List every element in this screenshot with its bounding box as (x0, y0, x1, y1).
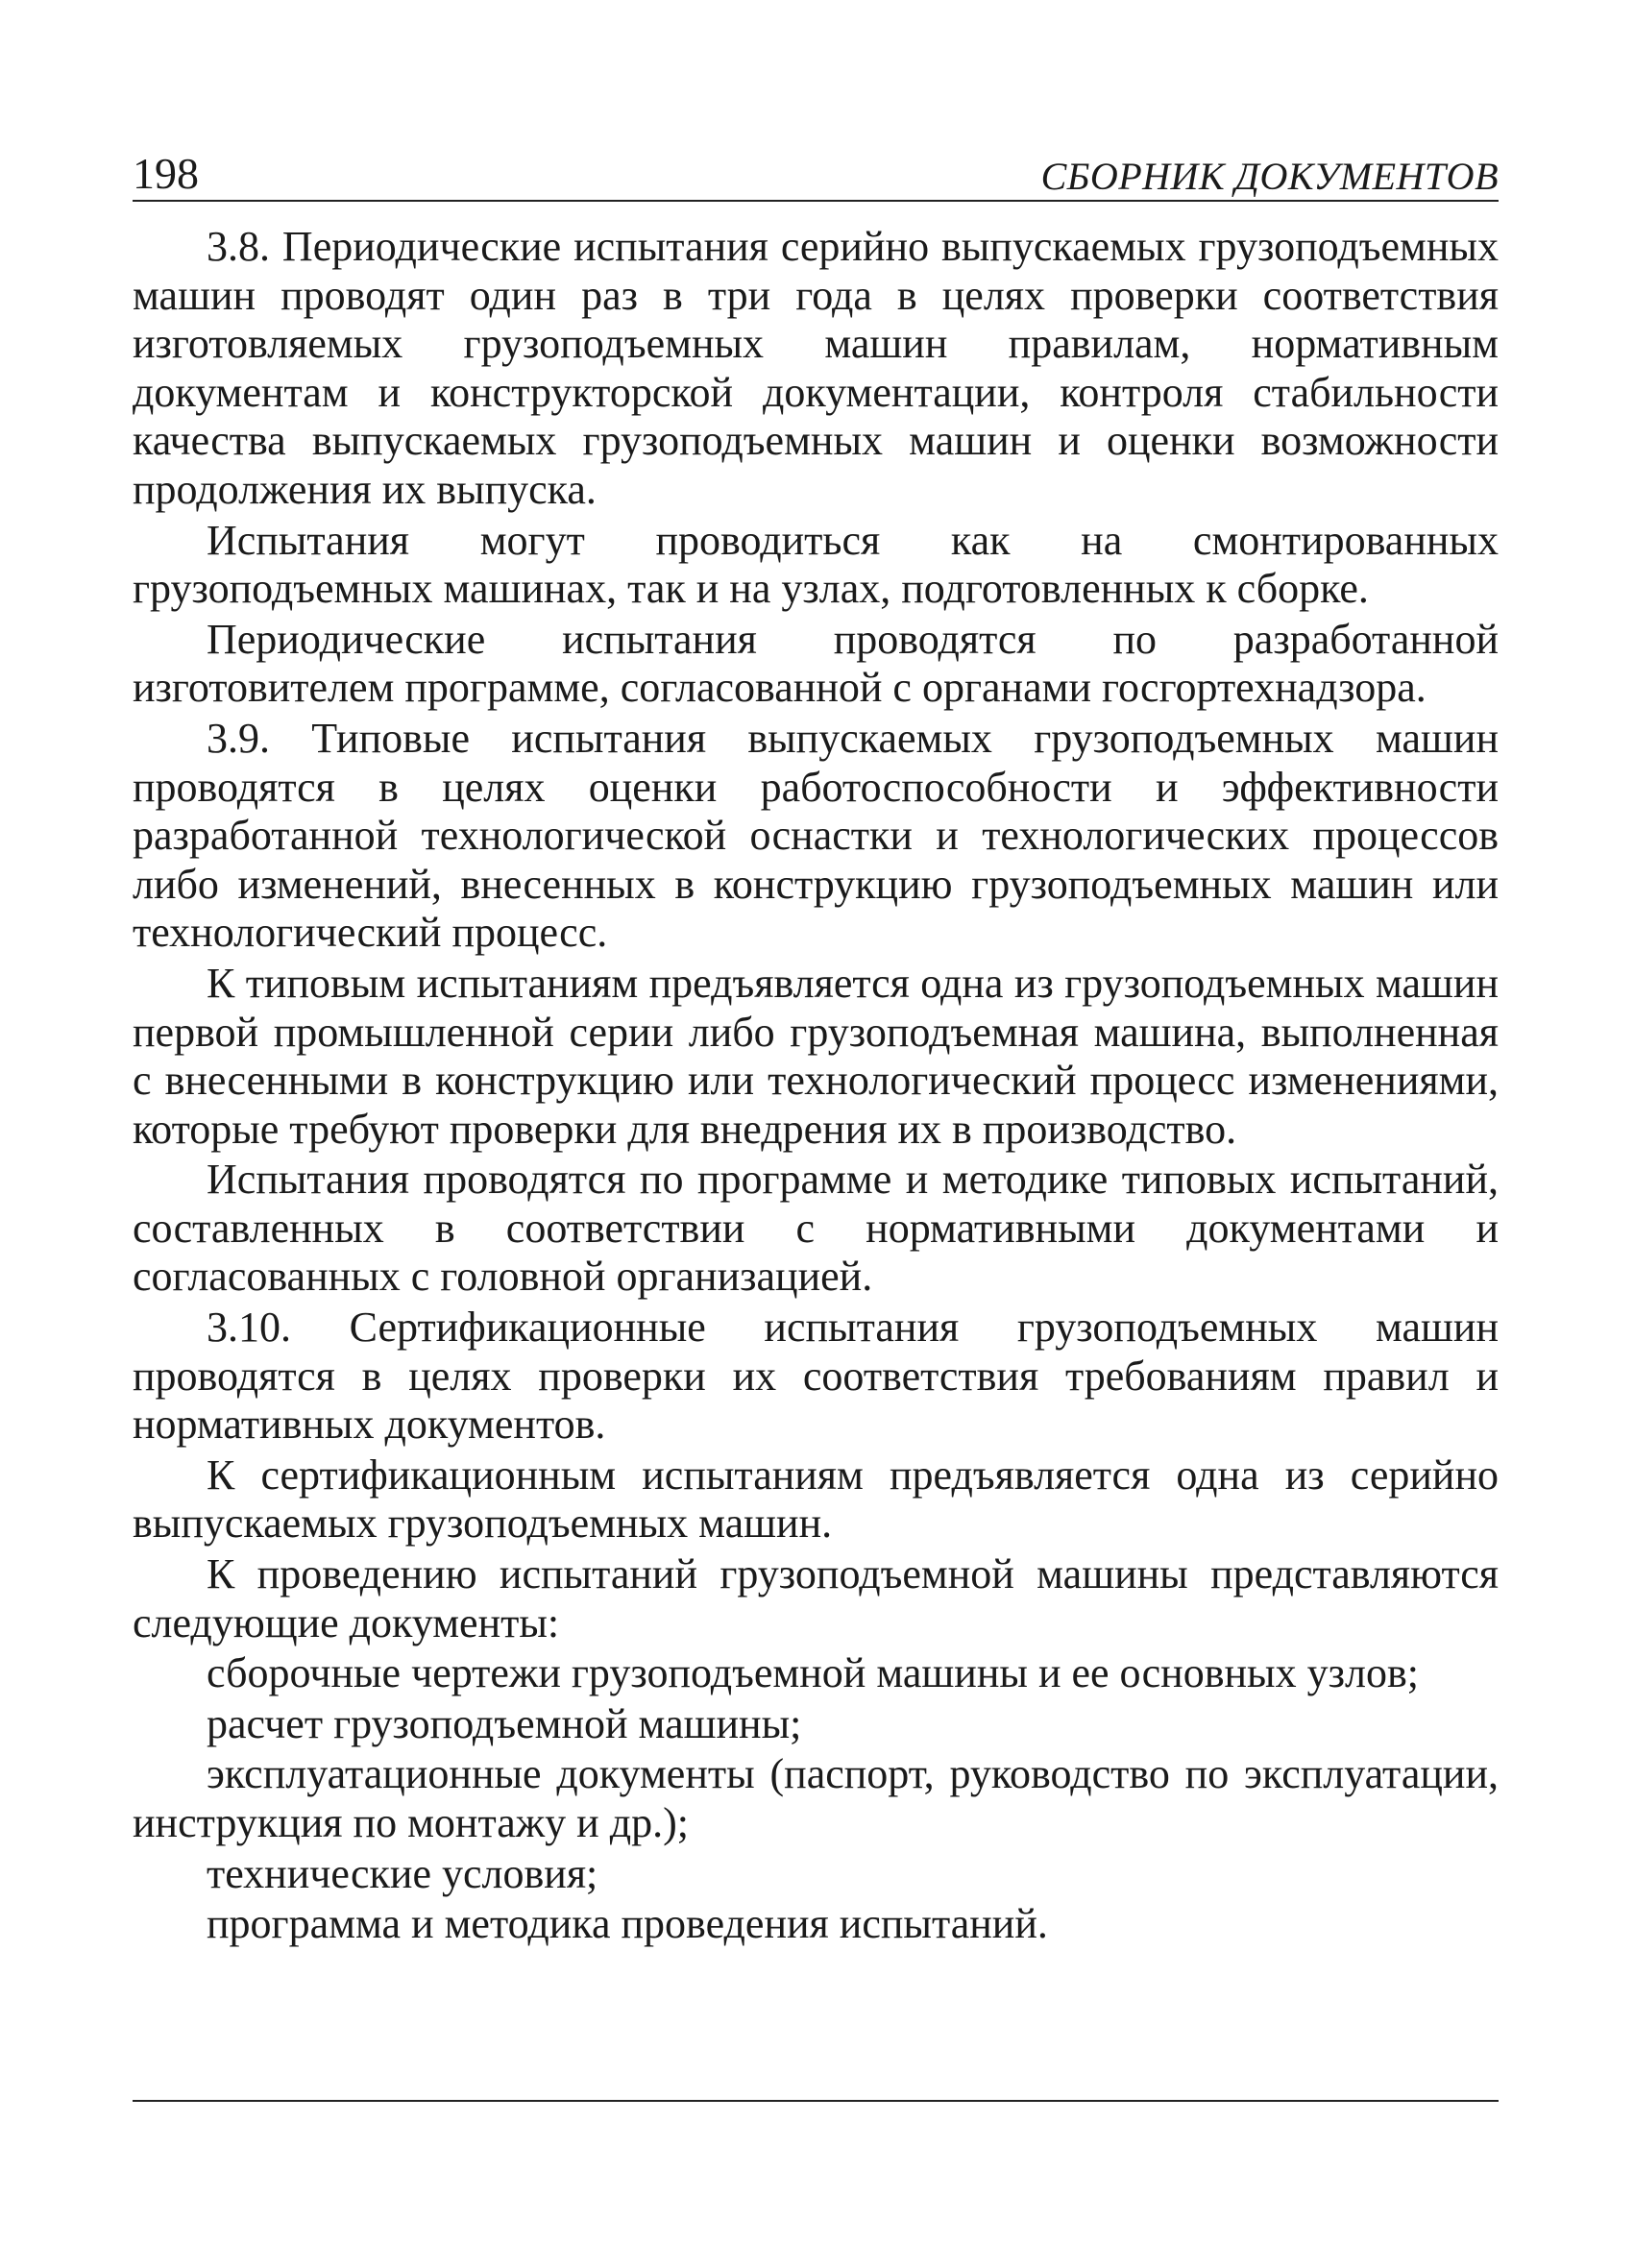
bottom-rule (133, 2100, 1499, 2102)
list-item: программа и методика проведения испытаний. (207, 1900, 1048, 1948)
paragraph: Испытания проводятся по программе и методике типовых испытаний, составленных в соответствии с нормативными документами и согласованных с головной организацией. (133, 1156, 1499, 1301)
list-item: сборочные чертежи грузоподъемной машины и ее основных узлов; (207, 1649, 1419, 1697)
list-item: технические условия; (207, 1849, 598, 1897)
paragraph: К проведению испытаний грузоподъемной машины представляются следующие документы: (133, 1550, 1499, 1646)
paragraph-3-9: 3.9. Типовые испытания выпускаемых грузоподъемных машин проводятся в целях оценки работоспособности и эффективности разработанной технологической оснастки и технологических процессов либо изменений, внесенных в конструкцию грузоподъемных машин или технологический процесс. (133, 714, 1499, 957)
paragraph-3-10: 3.10. Сертификационные испытания грузоподъемных машин проводятся в целях проверки их соответствия требованиям правил и нормативных документов. (133, 1304, 1499, 1449)
list-item: расчет грузоподъемной машины; (207, 1699, 802, 1747)
list-item: эксплуатационные документы (паспорт, руководство по эксплуатации, инструкция по монтажу и др.); (133, 1750, 1499, 1846)
paragraph: К сертификационным испытаниям предъявляется одна из серийно выпускаемых грузоподъемных машин. (133, 1451, 1499, 1548)
page-number: 198 (133, 149, 199, 198)
paragraph: К типовым испытаниям предъявляется одна из грузоподъемных машин первой промышленной серии либо грузоподъемная машина, выполненная с внесенными в конструкцию или технологический процесс изменениями, которые требуют проверки для внедрения их в производство. (133, 959, 1499, 1153)
page (133, 144, 1499, 1951)
paragraph-3-8: 3.8. Периодические испытания серийно выпускаемых грузоподъемных машин проводят один раз в три года в целях проверки соответствия изготовляемых грузоподъемных машин правилам, нормативным документам и конструкторской документации, контроля стабильности качества выпускаемых грузоподъемных машин и оценки возможности продолжения их выпуска. (133, 223, 1499, 513)
body-text (133, 223, 1499, 1949)
paragraph: Периодические испытания проводятся по разработанной изготовителем программе, согласованной с органами госгортехнадзора. (133, 615, 1499, 712)
book-title: СБОРНИК ДОКУМЕНТОВ (1040, 155, 1499, 198)
running-head (133, 144, 1499, 202)
paragraph: Испытания могут проводиться как на смонтированных грузоподъемных машинах, так и на узлах, подготовленных к сборке. (133, 516, 1499, 613)
